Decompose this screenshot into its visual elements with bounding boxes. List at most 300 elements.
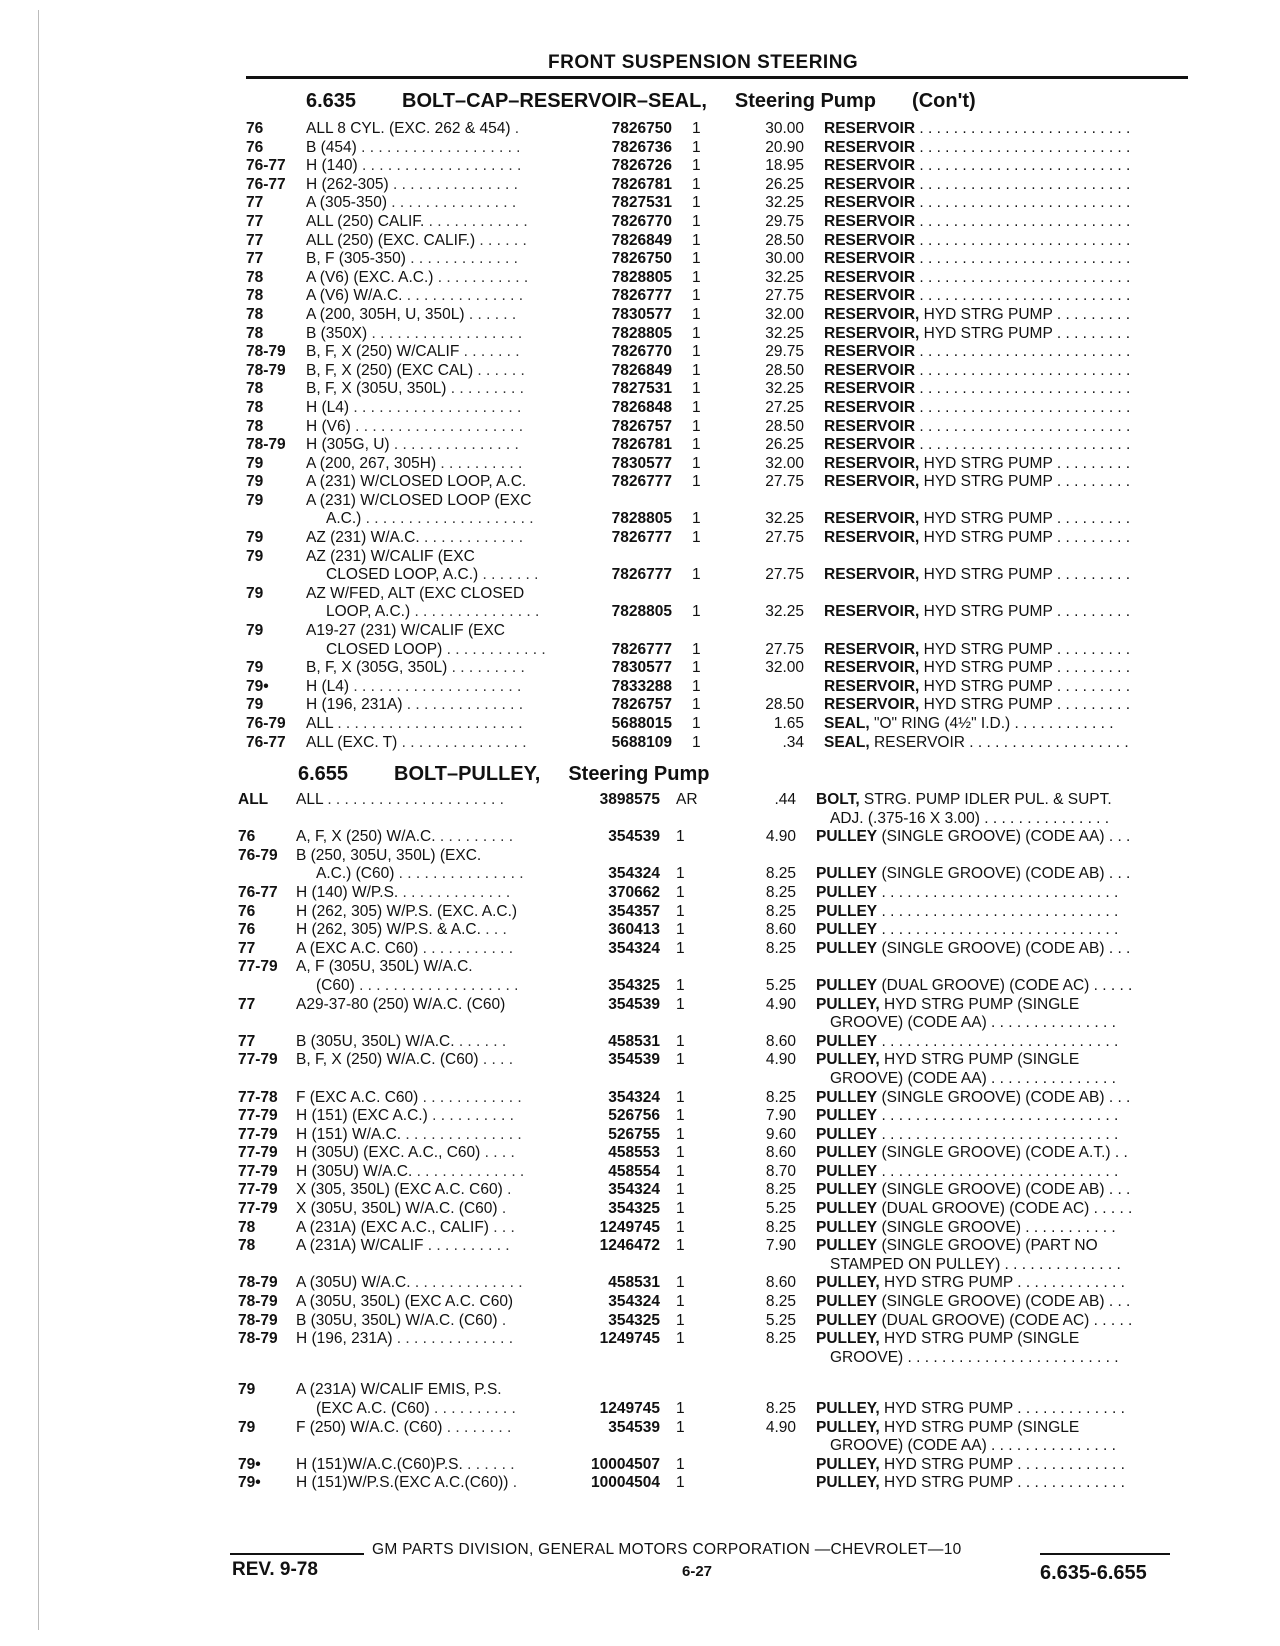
leader-dots: . . . . . . . . . . . . . . .: [388, 175, 518, 193]
year-cell: 79: [246, 529, 264, 547]
price-cell: 28.50: [765, 417, 804, 435]
year-cell: 77: [246, 231, 264, 249]
quantity-cell: 1: [692, 510, 701, 528]
table-row: [0, 903, 1280, 922]
description-text: (SINGLE GROOVE) . . . . . . . . . . .: [877, 1218, 1116, 1236]
description-text: (DUAL GROOVE) (CODE AC) . . . . .: [877, 976, 1133, 994]
year-cell: 76-77: [246, 157, 286, 175]
description-name: RESERVOIR,: [824, 510, 920, 528]
leader-dots: . . . . . . . . . . .: [433, 268, 529, 286]
leader-dots: .: [510, 120, 520, 137]
model-cell: [306, 343, 576, 362]
model-cell: [306, 287, 576, 306]
description-name: RESERVOIR,: [824, 566, 920, 584]
section-suffix: (Con't): [912, 90, 976, 112]
quantity-cell: 1: [676, 1218, 685, 1236]
price-cell: 8.25: [765, 883, 796, 901]
year-cell: 77: [238, 995, 256, 1013]
model-text: H (305U) W/A.C.: [296, 1162, 413, 1180]
description-cell: [824, 455, 1190, 474]
description-name: RESERVOIR,: [824, 659, 920, 677]
leader-dots: . . . . . . . . . . . . .: [398, 883, 511, 901]
description-cell: [824, 510, 1190, 529]
description-cell: [824, 176, 1190, 195]
description-text-line2: GROOVE) (CODE AA) . . . . . . . . . . . . . . .: [830, 1437, 1116, 1455]
description-text: . . . . . . . . . . . . . . . . . . . . . . . . .: [915, 250, 1131, 268]
table-row: [0, 436, 1280, 455]
model-text: ALL: [296, 791, 324, 808]
model-cell: [296, 1126, 572, 1145]
description-cell: [824, 659, 1190, 678]
model-text: H (305U) (EXC. A.C., C60): [296, 1144, 481, 1162]
model-text: X (305U, 350L) W/A.C. (C60): [296, 1200, 498, 1218]
section-number: 6.655: [298, 763, 349, 785]
price-cell: 8.60: [765, 1032, 796, 1050]
leader-dots: . . . . . . . . . . . . .: [405, 250, 518, 268]
part-number-cell: 354324: [608, 1293, 660, 1311]
model-text: B (250, 305U, 350L) (EXC.: [296, 846, 482, 864]
table-row: [0, 1330, 1280, 1367]
description-cell: [816, 1144, 1188, 1163]
quantity-cell: 1: [676, 828, 685, 846]
part-number-cell: 7826770: [611, 212, 672, 230]
part-number-cell: 526756: [608, 1107, 660, 1125]
table-row: [0, 958, 1280, 995]
price-cell: 27.25: [765, 398, 804, 416]
year-cell: 77-79: [238, 1144, 278, 1162]
description-name: PULLEY,: [816, 1274, 880, 1292]
table-row: [0, 1474, 1280, 1493]
part-number-cell: 7827531: [611, 194, 672, 212]
footer-rule-right: [1040, 1553, 1170, 1555]
model-cell: [306, 436, 576, 455]
leader-dots: . . .: [480, 921, 507, 939]
description-text-line2: STAMPED ON PULLEY) . . . . . . . . . . . . . .: [830, 1255, 1121, 1273]
year-cell: 79: [246, 584, 264, 602]
description-cell: [816, 903, 1188, 922]
table-row: [0, 696, 1280, 715]
price-cell: 32.25: [765, 324, 804, 342]
model-cell: [306, 213, 576, 232]
model-text: F (EXC A.C. C60): [296, 1088, 419, 1106]
description-cell: [824, 566, 1190, 585]
description-name: RESERVOIR: [824, 250, 916, 268]
quantity-cell: 1: [692, 287, 701, 305]
part-number-cell: 5688015: [611, 715, 672, 732]
price-cell: 8.25: [765, 1218, 796, 1236]
quantity-cell: 1: [692, 566, 701, 584]
description-text: . . . . . . . . . . . . . . . . . . . . . . . . .: [915, 343, 1131, 361]
price-cell: 5.25: [765, 976, 796, 994]
year-cell: 78: [238, 1218, 256, 1236]
model-cell: [296, 940, 572, 959]
description-name: RESERVOIR: [824, 343, 916, 361]
description-text: (SINGLE GROOVE) (CODE AB) . . .: [877, 939, 1131, 957]
model-text: ALL 8 CYL. (EXC. 262 & 454): [306, 120, 511, 137]
part-number-cell: 7826750: [611, 250, 672, 268]
leader-dots: . . . . . . . . . . . . .: [410, 1274, 523, 1292]
part-number-cell: 1249745: [599, 1330, 660, 1348]
quantity-cell: 1: [676, 1181, 685, 1199]
description-cell: [824, 325, 1190, 344]
price-cell: 27.75: [765, 473, 804, 491]
year-cell: 77-79: [238, 958, 278, 976]
model-cell: [306, 232, 576, 251]
price-cell: 32.25: [765, 603, 804, 621]
quantity-cell: 1: [676, 921, 685, 939]
model-text: H (262, 305) W/P.S. (EXC. A.C.): [296, 902, 518, 920]
table-row: [0, 473, 1280, 492]
table-row: [0, 176, 1280, 195]
quantity-cell: 1: [676, 939, 685, 957]
table-row: [0, 1033, 1280, 1052]
model-cell: [296, 1456, 572, 1475]
description-text-line2: ADJ. (.375-16 X 3.00) . . . . . . . . . . . . . . .: [830, 809, 1110, 827]
description-text: . . . . . . . . . . . . . . . . . . . . . . . . .: [915, 361, 1131, 379]
year-cell: 76-79: [238, 846, 278, 864]
leader-dots: . . . . . . . . . . . . . . .: [410, 603, 540, 621]
model-text: A (200, 305H, U, 350L): [306, 305, 465, 323]
part-number-cell: 7826781: [611, 436, 672, 454]
model-text: B, F, X (250) (EXC CAL): [306, 361, 474, 379]
year-cell: 78: [246, 305, 264, 323]
quantity-cell: 1: [676, 1455, 685, 1473]
price-cell: 8.25: [765, 1088, 796, 1106]
price-cell: .44: [774, 791, 796, 808]
model-text: A (231A) W/CALIF EMIS, P.S.: [296, 1381, 502, 1399]
year-cell: 79: [238, 1381, 256, 1399]
quantity-cell: 1: [676, 1400, 685, 1417]
description-name: RESERVOIR: [824, 436, 916, 454]
leader-dots: . . . . . .: [475, 231, 527, 249]
description-text: . . . . . . . . . . . . . . . . . . . . . . . . . . . .: [877, 1162, 1119, 1180]
description-name: PULLEY: [816, 1088, 878, 1106]
description-text: . . . . . . . . . . . . . . . . . . . . . . . . . . . .: [877, 1125, 1119, 1143]
quantity-cell: 1: [676, 1125, 685, 1143]
quantity-cell: 1: [676, 1200, 685, 1218]
table-row: [0, 996, 1280, 1033]
leader-dots: . . . . . . . . . . . . . . .: [394, 865, 524, 883]
model-cell: [306, 715, 576, 734]
part-number-cell: 458553: [608, 1144, 660, 1162]
model-text-line2: CLOSED LOOP, A.C.): [326, 566, 479, 584]
quantity-cell: 1: [692, 436, 701, 454]
description-name: PULLEY,: [816, 1330, 880, 1348]
leader-dots: . . . . . . . . . . . . . .: [401, 1125, 522, 1143]
quantity-cell: 1: [676, 902, 685, 920]
model-text: ALL (250) (EXC. CALIF.): [306, 231, 476, 249]
description-name: PULLEY: [816, 939, 878, 957]
quantity-cell: 1: [692, 640, 701, 658]
price-cell: 5.25: [765, 1200, 796, 1218]
model-cell: [296, 1219, 572, 1238]
model-text: AZ W/FED, ALT (EXC CLOSED: [306, 584, 525, 602]
part-number-cell: 354357: [608, 902, 660, 920]
part-number-cell: 7827531: [611, 380, 672, 398]
part-number-cell: 7826736: [611, 138, 672, 156]
part-number-cell: 7826777: [611, 566, 672, 584]
quantity-cell: 1: [692, 194, 701, 212]
model-cell: [306, 585, 576, 622]
description-name: RESERVOIR: [824, 380, 916, 398]
price-cell: 30.00: [765, 120, 804, 137]
year-cell: 77: [246, 212, 264, 230]
description-text: HYD STRG PUMP (SINGLE: [879, 995, 1080, 1013]
description-name: PULLEY: [816, 883, 878, 901]
description-cell: [816, 1163, 1188, 1182]
leader-dots: . . . . . . . . . .: [436, 454, 523, 472]
description-cell: [824, 362, 1190, 381]
description-cell: [824, 232, 1190, 251]
model-cell: [306, 306, 576, 325]
table-row: [0, 622, 1280, 659]
description-cell: [824, 399, 1190, 418]
leader-dots: . . . .: [478, 1051, 514, 1069]
model-text: H (151) (EXC A.C.): [296, 1107, 428, 1125]
model-cell: [306, 399, 576, 418]
table-row: [0, 1200, 1280, 1219]
quantity-cell: 1: [692, 417, 701, 435]
leader-dots: . . . . . . . . .: [435, 828, 514, 846]
year-cell: 79: [246, 622, 264, 640]
description-name: PULLEY: [816, 1144, 878, 1162]
quantity-cell: 1: [676, 1051, 685, 1069]
leader-dots: . . . . . . . . . . . . . . . . . . .: [354, 976, 519, 994]
part-number-cell: 1249745: [599, 1400, 660, 1417]
description-cell: [824, 696, 1190, 715]
price-cell: 27.75: [765, 566, 804, 584]
part-number-cell: 7828805: [611, 603, 672, 621]
description-text: (SINGLE GROOVE) (PART NO: [877, 1237, 1098, 1255]
part-number-cell: 354325: [608, 1311, 660, 1329]
quantity-cell: 1: [676, 995, 685, 1013]
description-cell: [816, 1312, 1188, 1331]
quantity-cell: 1: [692, 343, 701, 361]
description-cell: [824, 250, 1190, 269]
model-text: ALL: [306, 715, 334, 732]
table-row: [0, 492, 1280, 529]
model-text: A (V6) (EXC. A.C.): [306, 268, 434, 286]
footer-page-number: 6-27: [682, 1563, 713, 1580]
model-cell: [296, 1051, 572, 1070]
part-number-cell: 7826750: [611, 120, 672, 137]
description-name: PULLEY: [816, 1218, 878, 1236]
quantity-cell: 1: [692, 696, 701, 714]
model-cell: [306, 325, 576, 344]
description-name: RESERVOIR,: [824, 677, 920, 695]
part-number-cell: 7830577: [611, 454, 672, 472]
description-name: RESERVOIR: [824, 175, 916, 193]
table-row: [0, 1237, 1280, 1274]
description-cell: [816, 1051, 1188, 1088]
leader-dots: . . . . . . . . . . . . . .: [392, 1330, 514, 1348]
year-cell: 79: [246, 454, 264, 472]
price-cell: 27.75: [765, 640, 804, 658]
leader-dots: . . . . . . . . . . . .: [419, 529, 524, 547]
year-cell: 76-77: [246, 175, 286, 193]
description-text: HYD STRG PUMP . . . . . . . . .: [919, 454, 1131, 472]
price-cell: 7.90: [765, 1237, 796, 1255]
description-name: RESERVOIR: [824, 212, 916, 230]
description-cell: [824, 306, 1190, 325]
price-cell: 4.90: [765, 1051, 796, 1069]
table-row: [0, 325, 1280, 344]
model-cell: [296, 1144, 572, 1163]
model-text: A (200, 267, 305H): [306, 454, 437, 472]
description-cell: [824, 529, 1190, 548]
model-text: B (305U, 350L) W/A.C. (C60): [296, 1311, 498, 1329]
part-number-cell: 7826726: [611, 157, 672, 175]
description-text: HYD STRG PUMP . . . . . . . . . . . . .: [879, 1455, 1125, 1473]
year-cell: 78-79: [238, 1293, 278, 1311]
model-cell: [306, 734, 576, 753]
section-name: BOLT–PULLEY,: [394, 763, 541, 785]
quantity-cell: 1: [676, 1107, 685, 1125]
description-text: . . . . . . . . . . . . . . . . . . . . . . . . . . . .: [877, 883, 1119, 901]
table-row: [0, 232, 1280, 251]
year-cell: 76-77: [238, 883, 278, 901]
year-cell: 79: [246, 696, 264, 714]
model-cell: [296, 903, 572, 922]
description-name: RESERVOIR: [824, 120, 916, 137]
part-number-cell: 10004504: [591, 1474, 660, 1492]
leader-dots: . . . . . . . . . .: [427, 1107, 514, 1125]
footer-revision: REV. 9-78: [232, 1559, 318, 1580]
description-name: PULLEY: [816, 1125, 878, 1143]
price-cell: 8.25: [765, 1181, 796, 1199]
year-cell: 78-79: [246, 361, 286, 379]
model-cell: [306, 157, 576, 176]
leader-dots: . . . . . .: [454, 1032, 507, 1050]
model-cell: [306, 194, 576, 213]
header-rule: [246, 76, 1188, 79]
year-cell: 79: [246, 491, 264, 509]
year-cell: 78: [246, 398, 264, 416]
model-text: A, F, X (250) W/A.C.: [296, 828, 436, 846]
model-text: F (250) W/A.C. (C60): [296, 1418, 443, 1436]
description-text: HYD STRG PUMP . . . . . . . . .: [919, 659, 1131, 677]
description-name: PULLEY,: [816, 995, 880, 1013]
section-subject: Steering Pump: [734, 90, 877, 112]
leader-dots: . . . . . . .: [478, 566, 539, 584]
model-text-line2: (EXC A.C. (C60): [316, 1400, 430, 1417]
description-text: (DUAL GROOVE) (CODE AC) . . . . .: [877, 1200, 1133, 1218]
model-text: A (231A) (EXC A.C., CALIF): [296, 1218, 489, 1236]
model-cell: [296, 1293, 572, 1312]
model-cell: [296, 1274, 572, 1293]
quantity-cell: 1: [692, 361, 701, 379]
price-cell: 8.25: [765, 865, 796, 883]
price-cell: 4.90: [765, 1418, 796, 1436]
description-cell: [816, 940, 1188, 959]
year-cell: 76: [238, 921, 256, 939]
price-cell: 5.25: [765, 1311, 796, 1329]
part-number-cell: 7826777: [611, 529, 672, 547]
description-text: . . . . . . . . . . . . . . . . . . . . . . . . .: [915, 398, 1131, 416]
description-text: . . . . . . . . . . . . . . . . . . . . . . . . . . . .: [877, 921, 1119, 939]
table-row: [0, 213, 1280, 232]
year-cell: 77-78: [238, 1088, 278, 1106]
price-cell: 4.90: [765, 828, 796, 846]
table-row: [0, 884, 1280, 903]
table-row: [0, 1107, 1280, 1126]
description-name: RESERVOIR: [824, 157, 916, 175]
description-cell: [824, 603, 1190, 622]
model-cell: [306, 120, 576, 139]
year-cell: 79: [246, 547, 264, 565]
description-text-line2: GROOVE) . . . . . . . . . . . . . . . . . . . . . . . . .: [830, 1348, 1119, 1366]
description-cell: [816, 884, 1188, 903]
part-number-cell: 458554: [608, 1162, 660, 1180]
description-text: . . . . . . . . . . . . . . . . . . . . . . . . .: [915, 231, 1131, 249]
section-subject: Steering Pump: [568, 763, 710, 785]
description-cell: [824, 436, 1190, 455]
description-cell: [824, 641, 1190, 660]
year-cell: 77: [238, 939, 256, 957]
part-number-cell: 354539: [608, 995, 660, 1013]
year-cell: 77-79: [238, 1200, 278, 1218]
description-cell: [816, 921, 1188, 940]
year-cell: 79: [238, 1418, 256, 1436]
quantity-cell: 1: [676, 865, 685, 883]
table-row: [0, 1051, 1280, 1088]
model-cell: [306, 455, 576, 474]
quantity-cell: 1: [692, 603, 701, 621]
part-number-cell: 7830577: [611, 305, 672, 323]
description-text: HYD STRG PUMP . . . . . . . . .: [919, 603, 1131, 621]
price-cell: 28.50: [765, 361, 804, 379]
price-cell: 32.25: [765, 194, 804, 212]
model-text: B, F (305-350): [306, 250, 406, 268]
part-number-cell: 7826757: [611, 417, 672, 435]
model-text: B, F, X (305G, 350L): [306, 659, 448, 677]
description-cell: [816, 1419, 1188, 1456]
year-cell: 77-79: [238, 1051, 278, 1069]
description-text: HYD STRG PUMP (SINGLE: [879, 1330, 1080, 1348]
section-title-6655: [298, 763, 709, 786]
model-cell: [306, 473, 576, 492]
description-cell: [816, 1126, 1188, 1145]
model-text: AZ (231) W/A.C.: [306, 529, 420, 547]
year-cell: 79•: [238, 1455, 261, 1473]
description-name: PULLEY: [816, 1032, 878, 1050]
description-text: . . . . . . . . . . . . . . . . . . . . . . . . .: [915, 175, 1131, 193]
model-cell: [306, 659, 576, 678]
model-cell: [306, 250, 576, 269]
description-name: RESERVOIR: [824, 231, 916, 249]
table-row: [0, 343, 1280, 362]
description-name: PULLEY: [816, 1311, 878, 1329]
table-row: [0, 380, 1280, 399]
part-number-cell: 7826849: [611, 361, 672, 379]
table-row: [0, 157, 1280, 176]
description-cell: [824, 157, 1190, 176]
model-text: B (305U, 350L) W/A.C.: [296, 1032, 455, 1050]
year-cell: 78-79: [238, 1311, 278, 1329]
table-row: [0, 139, 1280, 158]
table-row: [0, 548, 1280, 585]
price-cell: 9.60: [765, 1125, 796, 1143]
description-text: (DUAL GROOVE) (CODE AC) . . . . .: [877, 1311, 1133, 1329]
description-text: . . . . . . . . . . . . . . . . . . . . . . . . .: [915, 287, 1131, 305]
leader-dots: . . . . . .: [462, 1455, 515, 1473]
part-number-cell: 354539: [608, 1418, 660, 1436]
description-name: PULLEY: [816, 865, 878, 883]
section-name: BOLT–CAP–RESERVOIR–SEAL,: [402, 90, 707, 112]
quantity-cell: 1: [692, 250, 701, 268]
part-number-cell: 7830577: [611, 659, 672, 677]
model-text: B (350X): [306, 324, 368, 342]
